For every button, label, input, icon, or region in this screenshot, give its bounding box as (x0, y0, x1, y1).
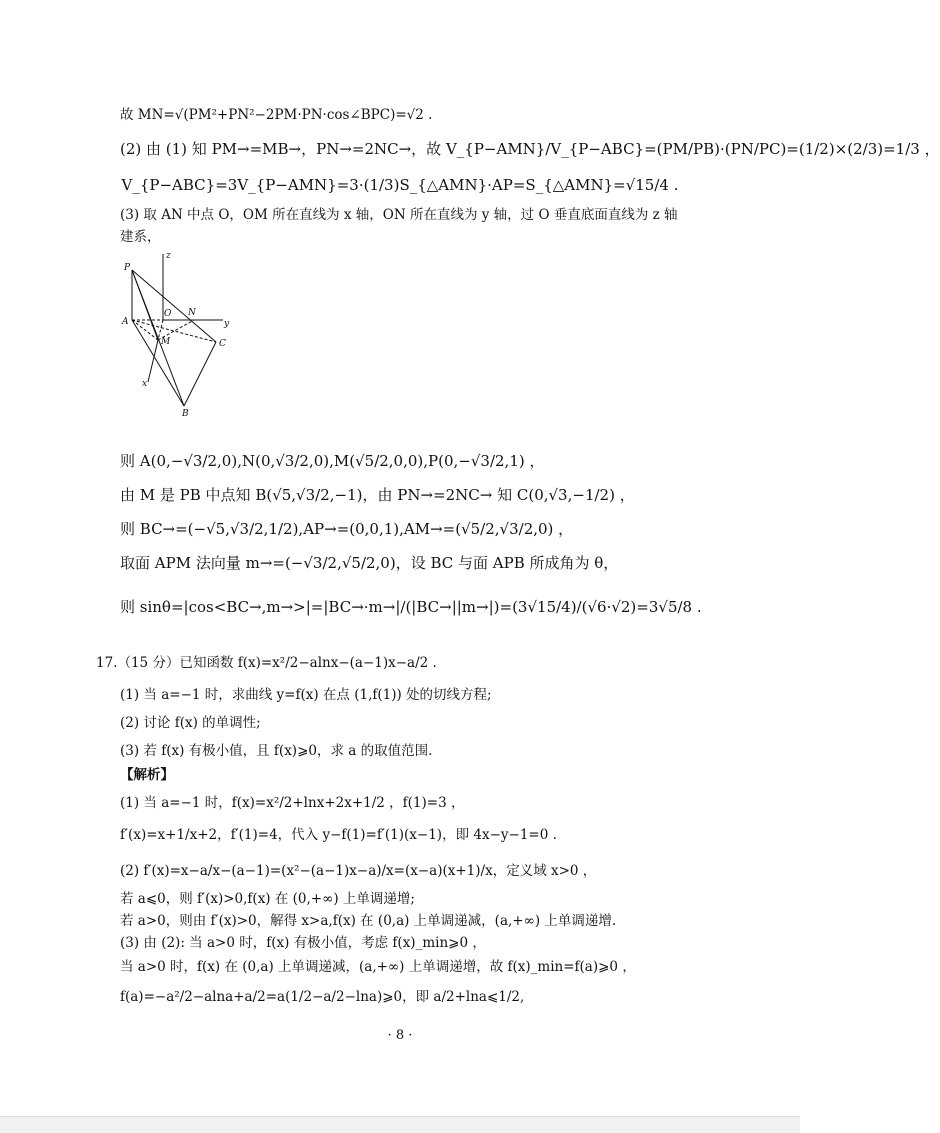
problem-17-part-2: (2) 讨论 f(x) 的单调性; (120, 715, 261, 731)
text-line-sin-theta: 则 sinθ=|cos<BC→,m→>|=|BC→·m→|/(|BC→||m→|)=(3√15/4)/(√6·√2)=3√5/8 . (120, 598, 702, 616)
solution-part-2-line-2: 若 a⩽0，则 f′(x)>0,f(x) 在 (0,+∞) 上单调递增; (120, 891, 415, 907)
label-z: z (166, 251, 171, 261)
text-line-coordinates-bc: 由 M 是 PB 中点知 B(√5,√3/2,−1)，由 PN→=2NC→ 知 C(0,√3,−1/2) ， (120, 486, 635, 504)
solution-part-1-line-2: f′(x)=x+1/x+2，f′(1)=4，代入 y−f(1)=f′(1)(x−1)，即 4x−y−1=0 . (120, 827, 557, 843)
page-number: · 8 · (387, 1028, 413, 1043)
text-line-volume-ratio: (2) 由 (1) 知 PM→=MB→，PN→=2NC→，故 V_{P−AMN}/V_{P−ABC}=(PM/PB)·(PN/PC)=(1/2)×(2/3)=1/3 ， (120, 140, 940, 158)
label-x: x (142, 379, 148, 389)
page-bottom-edge (0, 1116, 800, 1133)
label-n: N (188, 308, 196, 318)
solution-part-3-line-1: (3) 由 (2): 当 a>0 时，f(x) 有极小值，考虑 f(x)_min⩾0 ， (120, 935, 486, 951)
text-line-coordinate-setup: (3) 取 AN 中点 O，OM 所在直线为 x 轴，ON 所在直线为 y 轴，过 O 垂直底面直线为 z 轴 (120, 207, 678, 223)
label-a: A (122, 317, 129, 327)
problem-17-part-1: (1) 当 a=−1 时，求曲线 y=f(x) 在点 (1,f(1)) 处的切线方程; (120, 687, 492, 703)
text-line-coordinates-apmn: 则 A(0,−√3/2,0),N(0,√3/2,0),M(√5/2,0,0),P(0,−√3/2,1) ， (120, 452, 545, 470)
text-line-coordinate-setup-cont: 建系， (120, 229, 161, 245)
label-c: C (219, 339, 226, 349)
label-m: M (161, 337, 171, 347)
solution-heading: 【解析】 (120, 767, 174, 783)
solution-part-1-line-1: (1) 当 a=−1 时，f(x)=x²/2+lnx+2x+1/2 ，f(1)=3 ， (120, 795, 465, 811)
edge-ab (132, 320, 184, 406)
problem-17-statement: 17.（15 分）已知函数 f(x)=x²/2−alnx−(a−1)x−a/2 . (96, 655, 437, 671)
label-o: O (164, 309, 172, 319)
label-b: B (182, 409, 189, 419)
text-line-mn-length: 故 MN=√(PM²+PN²−2PM·PN·cos∠BPC)=√2 . (120, 107, 433, 123)
solution-part-2-line-1: (2) f′(x)=x−a/x−(a−1)=(x²−(a−1)x−a)/x=(x−a)(x+1)/x，定义域 x>0 ， (120, 863, 597, 879)
text-line-vectors: 则 BC→=(−√5,√3/2,1/2),AP→=(0,0,1),AM→=(√5/2,√3/2,0) ， (120, 520, 574, 538)
solution-part-3-line-2: 当 a>0 时，f(x) 在 (0,a) 上单调递减，(a,+∞) 上单调递增，故 f(x)_min=f(a)⩾0 ， (120, 959, 636, 975)
problem-17-part-3: (3) 若 f(x) 有极小值，且 f(x)⩾0，求 a 的取值范围. (120, 743, 433, 759)
tetrahedron-figure (118, 248, 238, 418)
label-p: P (124, 263, 131, 273)
edge-pc (132, 270, 216, 342)
solution-part-2-line-3: 若 a>0，则由 f′(x)>0，解得 x>a,f(x) 在 (0,a) 上单调递减，(a,+∞) 上单调递增. (120, 913, 617, 929)
label-y: y (224, 319, 230, 329)
solution-part-3-line-3: f(a)=−a²/2−alna+a/2=a(1/2−a/2−lna)⩾0，即 a/2+lna⩽1/2, (120, 989, 525, 1005)
text-line-volume-result: V_{P−ABC}=3V_{P−AMN}=3·(1/3)S_{△AMN}·AP=S_{△AMN}=√15/4 . (121, 176, 679, 194)
edge-bc (184, 342, 216, 406)
text-line-normal-vector: 取面 APM 法向量 m→=(−√3/2,√5/2,0)，设 BC 与面 APB 所成角为 θ， (120, 554, 619, 572)
